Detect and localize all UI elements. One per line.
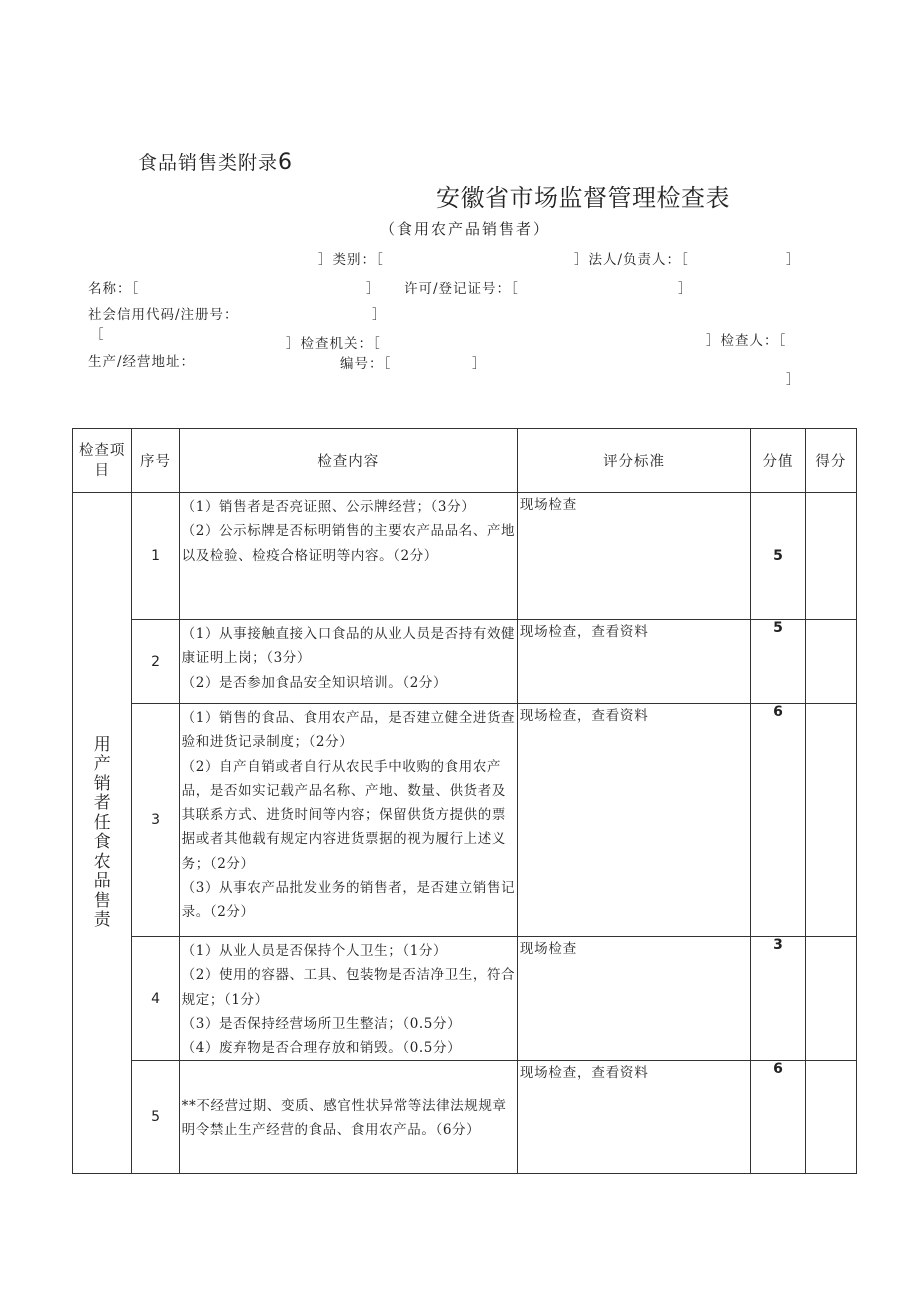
row-value: 3: [751, 937, 805, 1061]
table-header-row: [73, 429, 857, 493]
content-line: （2）是否参加食品安全知识培训。（2分）: [181, 674, 448, 691]
address-field[interactable]: 生产/经营地址：: [88, 354, 196, 370]
row-content: [179, 704, 517, 937]
row-content: [179, 620, 517, 704]
row-content: [179, 937, 517, 1061]
header-item: 检查项目: [73, 429, 132, 493]
header-seq: 序号: [132, 429, 179, 493]
legal-representative-field[interactable]: ］法人/负责人：［: [574, 252, 689, 268]
row-seq: 4: [132, 937, 179, 1061]
content-line: （1）从事接触直接入口食品的从业人员是否持有效健康证明上岗；（3分）: [181, 626, 516, 667]
credit-code-close: ］: [372, 307, 387, 323]
content-line: （1）从业人员是否保持个人卫生；（1分）: [181, 943, 448, 959]
row-standard: 现场检查: [517, 493, 750, 620]
content-line: （1）销售者是否亮证照、公示牌经营；（3分）: [181, 499, 476, 515]
row-seq: 3: [132, 704, 179, 937]
inspector-close: ］: [786, 372, 801, 388]
credit-code-field[interactable]: 社会信用代码/注册号：: [88, 307, 239, 323]
row-value: 5: [751, 620, 805, 704]
row-standard: 现场检查，查看资料: [517, 620, 750, 704]
content-line: （4）废弃物是否合理存放和销毁。（0.5分）: [181, 1040, 462, 1057]
row-value: 6: [751, 704, 805, 937]
header-content: 检查内容: [179, 429, 517, 493]
appendix-number: 6: [278, 150, 294, 175]
row-value: 5: [751, 493, 805, 620]
license-number-field[interactable]: 许可/登记证号：［: [404, 281, 519, 297]
content-line: （2）自产自销或者自行从农民手中收购的食用农产品，是否如实记载产品名称、产地、数量、供货者及其联系方式、进货时间等内容；保留供货方提供的票据或者其他载有规定内容进货票据的视为履行上述义务；（2分）: [181, 758, 506, 872]
content-line: （3）从事农产品批发业务的销售者，是否建立销售记录。（2分）: [181, 880, 516, 921]
inspection-table: [72, 428, 857, 1174]
content-line: （2）使用的容器、工具、包装物是否洁净卫生，符合规定；（1分）: [181, 967, 516, 1008]
row-score-cell[interactable]: [805, 1061, 856, 1174]
row-seq: 5: [132, 1061, 179, 1174]
row-content: [179, 1061, 517, 1174]
section-label: 用产销者任食农品售责: [73, 493, 132, 1174]
header-value: 分值: [751, 429, 805, 493]
table-row: [73, 493, 857, 620]
table-row: [73, 620, 857, 704]
header-standard: 评分标准: [517, 429, 750, 493]
row-score-cell[interactable]: [805, 493, 856, 620]
row-content: [179, 493, 517, 620]
content-line: （3）是否保持经营场所卫生整洁；（0.5分）: [181, 1015, 462, 1032]
row-standard: 现场检查，查看资料: [517, 1061, 750, 1174]
header-score: 得分: [805, 429, 856, 493]
category-field[interactable]: ］类别：［: [318, 252, 384, 268]
number-field[interactable]: 编号：［: [340, 356, 392, 372]
inspection-org-field[interactable]: ］检查机关：［: [286, 336, 381, 352]
legal-representative-close: ］: [786, 252, 801, 268]
name-close: ］: [366, 281, 381, 297]
appendix-label: 食品销售类附录6: [138, 150, 294, 175]
table-row: [73, 1061, 857, 1174]
row-seq: 1: [132, 493, 179, 620]
row-seq: 2: [132, 620, 179, 704]
page-subtitle: （食用农产品销售者）: [380, 220, 551, 238]
license-close: ］: [678, 281, 693, 297]
row-score-cell[interactable]: [805, 620, 856, 704]
row-score-cell[interactable]: [805, 704, 856, 937]
table-row: [73, 937, 857, 1061]
table-row: [73, 704, 857, 937]
row-standard: 现场检查，查看资料: [517, 704, 750, 937]
name-field[interactable]: 名称：［: [88, 281, 140, 297]
row-standard: 现场检查: [517, 937, 750, 1061]
content-line: （2）公示标牌是否标明销售的主要农产品品名、产地以及检验、检疫合格证明等内容。（2分）: [181, 523, 516, 564]
content-line: （1）销售的食品、食用农产品，是否建立健全进货查验和进货记录制度；（2分）: [181, 710, 516, 751]
row-score-cell[interactable]: [805, 937, 856, 1061]
number-close: ］: [472, 356, 487, 372]
address-open: ［: [90, 327, 105, 343]
page-title: 安徽省市场监督管理检查表: [436, 184, 730, 212]
content-line: **不经营过期、变质、感官性状异常等法律法规规章明令禁止生产经营的食品、食用农产品。（6分）: [181, 1098, 507, 1139]
row-value: 6: [751, 1061, 805, 1174]
inspector-field[interactable]: ］检查人：［: [706, 333, 787, 349]
